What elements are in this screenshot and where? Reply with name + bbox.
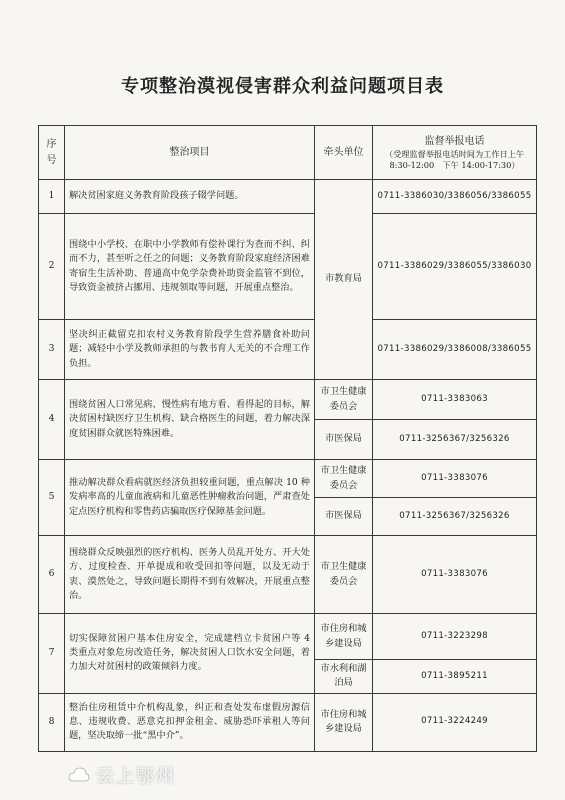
row-tel: 0711-3383076 — [373, 460, 537, 498]
row-tel: 0711-3386029/3386055/3386030 — [373, 214, 537, 320]
row-tel: 0711-3895211 — [373, 660, 537, 694]
table-row — [39, 320, 537, 380]
row-no: 4 — [39, 380, 65, 460]
row-item: 整治住房租赁中介机构乱象，纠正和查处发布虚假房源信息、违规收费、恶意克扣押金租金、威胁恐吓承租人等问题，坚决取缔一批“黑中介”。 — [65, 693, 315, 751]
table-row — [39, 180, 537, 214]
row-item: 解决贫困家庭义务教育阶段孩子辍学问题。 — [65, 180, 315, 214]
row-unit: 市医保局 — [315, 498, 373, 536]
table-row — [39, 460, 537, 498]
row-tel: 0711-3386029/3386008/3386055 — [373, 320, 537, 380]
row-item: 推动解决群众看病就医经济负担较重问题，重点解决 10 种发病率高的儿童血液病和儿童恶性肿瘤救治问题，严肃查处定点医疗机构和零售药店骗取医疗保障基金问题。 — [65, 460, 315, 536]
row-no: 7 — [39, 614, 65, 694]
row-item: 坚决纠正截留克扣农村义务教育阶段学生营养膳食补助问题；减轻中小学及教师承担的与教书育人无关的不合理工作负担。 — [65, 320, 315, 380]
row-unit: 市教育局 — [315, 180, 373, 380]
table-row — [39, 380, 537, 420]
row-item: 切实保障贫困户基本住房安全，完成建档立卡贫困户等 4 类重点对象危房改造任务，解决贫困人口饮水安全问题，着力加大对贫困村的政策倾斜力度。 — [65, 614, 315, 694]
row-item: 围绕贫困人口常见病、慢性病有地方看、看得起的目标，解决贫困村缺医疗卫生机构、缺合格医生的问题，着力解决深度贫困群众就医特殊困难。 — [65, 380, 315, 460]
table-row — [39, 614, 537, 660]
row-no: 1 — [39, 180, 65, 214]
row-no: 8 — [39, 693, 65, 751]
row-unit: 市水利和湖泊局 — [315, 660, 373, 694]
row-tel: 0711-3224249 — [373, 693, 537, 751]
watermark — [68, 762, 268, 788]
row-no: 5 — [39, 460, 65, 536]
row-unit: 市住房和城乡建设局 — [315, 614, 373, 660]
header-no: 序号 — [39, 126, 65, 180]
row-item: 围绕中小学校、在职中小学教师有偿补课行为查而不纠、纠而不力，甚至听之任之的问题；义务教育阶段家庭经济困难寄宿生生活补助、普通高中免学杂费补助资金监管不到位，导致资金被挤占挪用、违规领取等问题，开展重点整治。 — [65, 214, 315, 320]
row-no: 3 — [39, 320, 65, 380]
cloud-logo-icon — [68, 766, 90, 784]
table-header-row — [39, 126, 537, 180]
row-no: 2 — [39, 214, 65, 320]
row-unit: 市卫生健康委员会 — [315, 536, 373, 614]
row-unit: 市住房和城乡建设局 — [315, 693, 373, 751]
header-tel — [373, 126, 537, 180]
row-unit: 市卫生健康委员会 — [315, 380, 373, 420]
project-table — [38, 125, 537, 752]
row-tel: 0711-3386030/3386056/3386055 — [373, 180, 537, 214]
row-unit: 市卫生健康委员会 — [315, 460, 373, 498]
header-item: 整治项目 — [65, 126, 315, 180]
header-tel-label: 监督举报电话 — [424, 135, 485, 147]
row-item: 围绕群众反映强烈的医疗机构、医务人员乱开处方、开大处方、过度检查、开单提成和收受回扣等问题，以及无动于衷、漠然处之，导致问题长期得不到有效解决，开展重点整治。 — [65, 536, 315, 614]
header-unit: 牵头单位 — [315, 126, 373, 180]
table-row — [39, 536, 537, 614]
row-tel: 0711-3223298 — [373, 614, 537, 660]
row-tel: 0711-3383063 — [373, 380, 537, 420]
watermark-text: 云上鄂州 — [96, 766, 176, 787]
table-row — [39, 693, 537, 751]
row-tel: 0711-3383076 — [373, 536, 537, 614]
row-tel: 0711-3256367/3256326 — [373, 498, 537, 536]
row-unit: 市医保局 — [315, 420, 373, 460]
header-tel-note: （受理监督举报电话时间为工作日上午 8:30-12:00 下午 14:00-17:30） — [384, 149, 525, 171]
page-title: 专项整治漠视侵害群众利益问题项目表 — [121, 76, 444, 97]
row-tel: 0711-3256367/3256326 — [373, 420, 537, 460]
row-no: 6 — [39, 536, 65, 614]
table-row — [39, 214, 537, 320]
